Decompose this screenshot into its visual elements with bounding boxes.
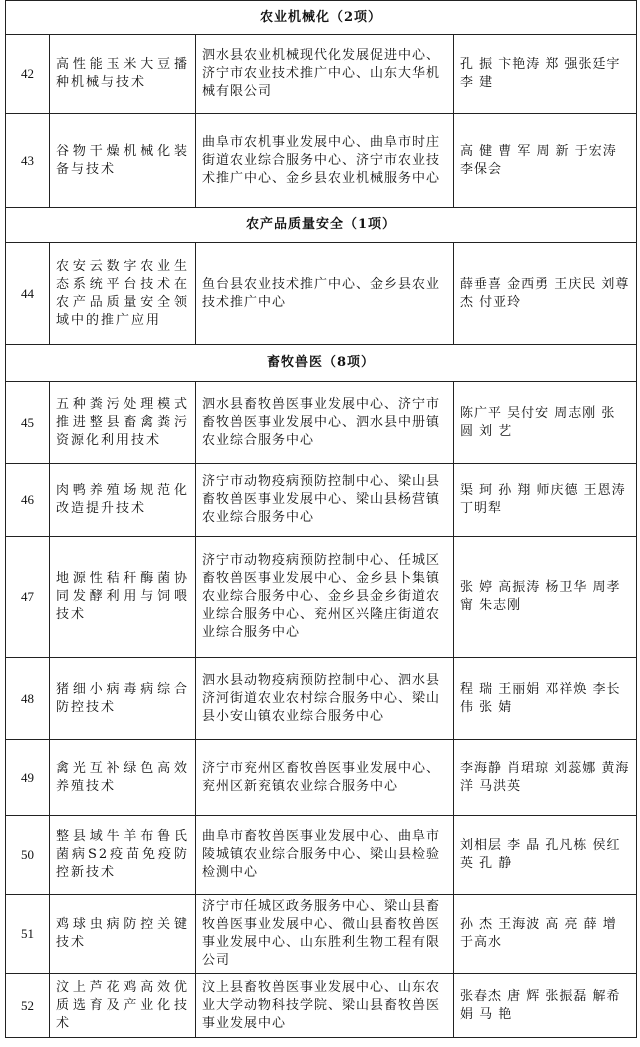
completing-units: 泗水县畜牧兽医事业发展中心、济宁市畜牧兽医事业发展中心、泗水县中册镇农业综合服务中心	[196, 382, 454, 464]
project-name: 鸡球虫病防控关键技术	[50, 895, 196, 974]
completing-units: 济宁市兖州区畜牧兽医事业发展中心、兖州区新兖镇农业综合服务中心	[196, 740, 454, 816]
completing-people: 张 婷 高振涛 杨卫华 周孝甯 朱志刚	[454, 537, 637, 658]
table-row	[6, 35, 637, 114]
project-name: 整县域牛羊布鲁氏菌病S2疫苗免疫防控新技术	[50, 816, 196, 895]
section-header-row	[6, 1, 637, 35]
completing-units: 济宁市任城区政务服务中心、梁山县畜牧兽医事业发展中心、微山县畜牧兽医事业发展中心、山东胜利生物工程有限公司	[196, 895, 454, 974]
table-row	[6, 974, 637, 1038]
item-number: 44	[6, 243, 50, 345]
item-number: 47	[6, 537, 50, 658]
project-name: 农安云数字农业生态系统平台技术在农产品质量安全领域中的推广应用	[50, 243, 196, 345]
achievement-table	[5, 0, 637, 1038]
completing-units: 济宁市动物疫病预防控制中心、梁山县畜牧兽医事业发展中心、梁山县杨营镇农业综合服务中心	[196, 464, 454, 537]
section-title: 农业机械化（2项）	[6, 1, 637, 35]
item-number: 51	[6, 895, 50, 974]
section-title: 畜牧兽医（8项）	[6, 345, 637, 382]
table-row	[6, 658, 637, 740]
completing-units: 汶上县畜牧兽医事业发展中心、山东农业大学动物科技学院、梁山县畜牧兽医事业发展中心	[196, 974, 454, 1038]
section-header-row	[6, 345, 637, 382]
completing-units: 鱼台县农业技术推广中心、金乡县农业技术推广中心	[196, 243, 454, 345]
completing-units: 曲阜市农机事业发展中心、曲阜市时庄街道农业综合服务中心、济宁市农业技术推广中心、金乡县农业机械服务中心	[196, 114, 454, 208]
item-number: 52	[6, 974, 50, 1038]
item-number: 48	[6, 658, 50, 740]
completing-people: 陈广平 吴付安 周志刚 张 圆 刘 艺	[454, 382, 637, 464]
project-name: 五种粪污处理模式推进整县畜禽粪污资源化利用技术	[50, 382, 196, 464]
project-name: 高性能玉米大豆播种机械与技术	[50, 35, 196, 114]
project-name: 猪细小病毒病综合防控技术	[50, 658, 196, 740]
table-row	[6, 114, 637, 208]
completing-people: 高 健 曹 军 周 新 于宏涛 李保会	[454, 114, 637, 208]
completing-people: 薛垂喜 金西勇 王庆民 刘尊杰 付亚玲	[454, 243, 637, 345]
table-row	[6, 816, 637, 895]
completing-people: 孙 杰 王海波 高 亮 薛 增 于高水	[454, 895, 637, 974]
completing-people: 孔 振 卞艳涛 郑 强张廷宇 李 建	[454, 35, 637, 114]
completing-units: 曲阜市畜牧兽医事业发展中心、曲阜市陵城镇农业综合服务中心、梁山县检验检测中心	[196, 816, 454, 895]
project-name: 汶上芦花鸡高效优质选育及产业化技术	[50, 974, 196, 1038]
project-name: 肉鸭养殖场规范化改造提升技术	[50, 464, 196, 537]
completing-units: 泗水县农业机械现代化发展促进中心、济宁市农业技术推广中心、山东大华机械有限公司	[196, 35, 454, 114]
item-number: 50	[6, 816, 50, 895]
completing-people: 渠 珂 孙 翔 师庆德 王恩涛 丁明犁	[454, 464, 637, 537]
item-number: 46	[6, 464, 50, 537]
project-name: 禽光互补绿色高效养殖技术	[50, 740, 196, 816]
completing-people: 李海静 肖珺琼 刘蕊娜 黄海洋 马洪英	[454, 740, 637, 816]
table-row	[6, 895, 637, 974]
item-number: 45	[6, 382, 50, 464]
completing-units: 泗水县动物疫病预防控制中心、泗水县济河街道农业农村综合服务中心、梁山县小安山镇农业综合服务中心	[196, 658, 454, 740]
completing-people: 张春杰 唐 辉 张振磊 解希娟 马 艳	[454, 974, 637, 1038]
table-row	[6, 740, 637, 816]
table-row	[6, 382, 637, 464]
table-row	[6, 243, 637, 345]
completing-people: 程 瑞 王丽娟 邓祥焕 李长伟 张 婧	[454, 658, 637, 740]
section-title: 农产品质量安全（1项）	[6, 208, 637, 243]
table-row	[6, 464, 637, 537]
section-header-row	[6, 208, 637, 243]
table-row	[6, 537, 637, 658]
item-number: 43	[6, 114, 50, 208]
item-number: 42	[6, 35, 50, 114]
item-number: 49	[6, 740, 50, 816]
project-name: 谷物干燥机械化装备与技术	[50, 114, 196, 208]
completing-units: 济宁市动物疫病预防控制中心、任城区畜牧兽医事业发展中心、金乡县卜集镇农业综合服务中心、金乡县金乡街道农业综合服务中心、兖州区兴隆庄街道农业综合服务中心	[196, 537, 454, 658]
project-name: 地源性秸秆酶菌协同发酵利用与饲喂技术	[50, 537, 196, 658]
completing-people: 刘相层 李 晶 孔凡栋 侯红英 孔 静	[454, 816, 637, 895]
